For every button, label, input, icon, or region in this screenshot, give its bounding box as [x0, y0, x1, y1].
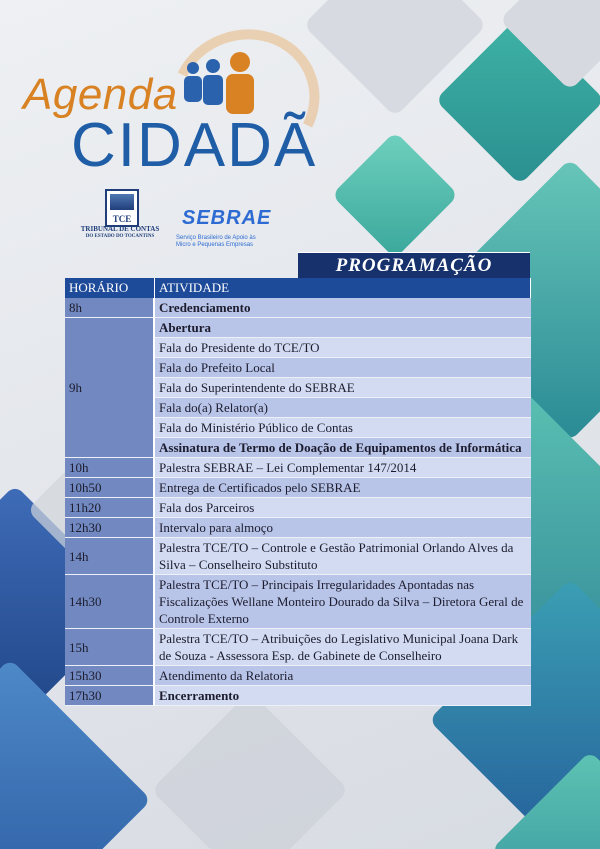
partner-logos: [80, 185, 310, 255]
time-cell: 12h30: [65, 518, 155, 538]
time-cell: 14h30: [65, 575, 155, 629]
tce-logo-mark: TCE: [112, 214, 132, 224]
activity-cell: Palestra SEBRAE – Lei Complementar 147/2014: [155, 458, 531, 478]
activity-cell: Intervalo para almoço: [155, 518, 531, 538]
activity-cell: Palestra TCE/TO – Controle e Gestão Patrimonial Orlando Alves da Silva – Conselheiro Substituto: [155, 538, 531, 575]
table-row: [65, 629, 531, 666]
activity-cell: Assinatura de Termo de Doação de Equipamentos de Informática: [155, 438, 531, 458]
time-cell: 15h: [65, 629, 155, 666]
agenda-cidada-logo: [20, 12, 350, 182]
activity-cell: Encerramento: [155, 686, 531, 706]
activity-cell: Fala do Presidente do TCE/TO: [155, 338, 531, 358]
time-cell: 17h30: [65, 686, 155, 706]
activity-cell: Entrega de Certificados pelo SEBRAE: [155, 478, 531, 498]
table-row: [65, 518, 531, 538]
building-icon: [110, 194, 134, 210]
sebrae-tagline: Serviço Brasileiro de Apoio às Micro e Pequenas Empresas: [176, 235, 256, 248]
tce-name-line1: TRIBUNAL DE CONTAS: [80, 225, 160, 233]
table-header-row: [65, 278, 531, 298]
table-row: [65, 478, 531, 498]
activity-cell: Fala dos Parceiros: [155, 498, 531, 518]
header-activity: ATIVIDADE: [155, 278, 531, 298]
table-row: [65, 666, 531, 686]
table-row: [65, 458, 531, 478]
time-cell: 14h: [65, 538, 155, 575]
activity-cell: Abertura: [155, 318, 531, 338]
time-cell: 15h30: [65, 666, 155, 686]
time-cell: 8h: [65, 298, 155, 318]
logo-word-cidada: CIDADÃ: [71, 111, 318, 180]
tce-logo: [105, 189, 139, 227]
sebrae-logo: SEBRAE: [182, 207, 272, 229]
people-icon: [180, 52, 260, 114]
activity-cell: Fala do Superintendente do SEBRAE: [155, 378, 531, 398]
table-row: [65, 686, 531, 706]
tce-name: [80, 225, 160, 241]
table-row: [65, 575, 531, 629]
activity-cell: Atendimento da Relatoria: [155, 666, 531, 686]
activity-cell: Palestra TCE/TO – Principais Irregularidades Apontadas nas Fiscalizações Wellane Monteiro Dourado da Silva – Diretora Geral de Controle Externo: [155, 575, 531, 629]
table-row: [65, 498, 531, 518]
logo-word-agenda: Agenda: [23, 70, 178, 119]
time-cell: 10h50: [65, 478, 155, 498]
activity-cell: Fala do Ministério Público de Contas: [155, 418, 531, 438]
time-cell: 10h: [65, 458, 155, 478]
schedule-table: [65, 278, 531, 706]
header-time: HORÁRIO: [65, 278, 155, 298]
section-title: PROGRAMAÇÃO: [298, 252, 530, 278]
activity-cell: Credenciamento: [155, 298, 531, 318]
table-row: [65, 538, 531, 575]
tce-name-line2: DO ESTADO DO TOCANTINS: [85, 234, 155, 239]
table-row: [65, 298, 531, 318]
activity-cell: Fala do Prefeito Local: [155, 358, 531, 378]
activity-cell: Palestra TCE/TO – Atribuições do Legislativo Municipal Joana Dark de Souza - Assessora Esp. de Gabinete de Conselheiro: [155, 629, 531, 666]
time-cell: 11h20: [65, 498, 155, 518]
table-row: [65, 318, 531, 338]
activity-cell: Fala do(a) Relator(a): [155, 398, 531, 418]
time-cell: 9h: [65, 318, 155, 458]
